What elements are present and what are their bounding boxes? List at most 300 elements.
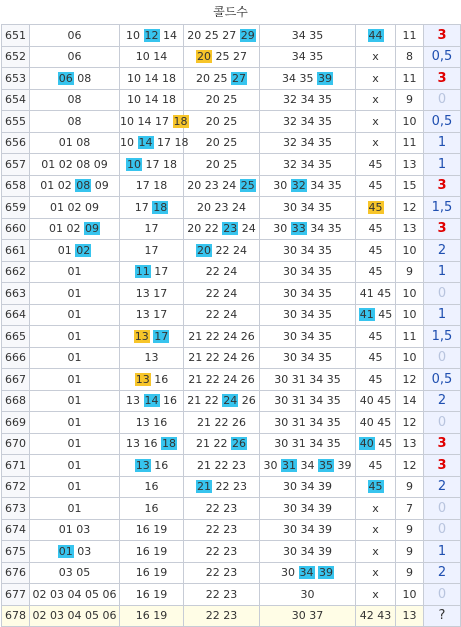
count-cell: 9 xyxy=(396,562,424,584)
number: 27 xyxy=(233,50,247,64)
number-group-5 xyxy=(356,304,396,326)
number-group-3 xyxy=(184,369,260,391)
number-group-5 xyxy=(356,498,396,520)
result-cell: 3 xyxy=(424,218,461,240)
number: 34 xyxy=(300,114,315,128)
number: 27 xyxy=(222,28,237,42)
number-group-3 xyxy=(184,605,260,627)
table-row xyxy=(2,197,461,219)
number: 35 xyxy=(318,329,332,343)
table-row xyxy=(2,562,461,584)
number: 30 xyxy=(274,437,289,451)
number: 30 xyxy=(291,609,306,623)
number: 04 xyxy=(67,609,82,623)
number: 26 xyxy=(240,329,255,343)
number-group-3 xyxy=(184,390,260,412)
number: 05 xyxy=(76,566,91,580)
number: 31 xyxy=(291,415,306,429)
round-number: 662 xyxy=(2,261,30,283)
round-number: 677 xyxy=(2,584,30,606)
number-group-2 xyxy=(120,132,189,154)
table-row xyxy=(2,605,461,627)
number-group-3 xyxy=(184,283,260,305)
number-group-1 xyxy=(30,562,120,584)
number: 26 xyxy=(241,394,256,408)
number: 39 xyxy=(337,458,352,472)
table-row xyxy=(2,541,461,563)
result-cell: 0 xyxy=(424,347,461,369)
number: 45 xyxy=(368,372,383,386)
number: 23 xyxy=(223,501,238,515)
number: 23 xyxy=(223,609,238,623)
round-number: 669 xyxy=(2,412,30,434)
number-group-3 xyxy=(184,240,260,262)
number-group-5 xyxy=(356,283,396,305)
number-group-5 xyxy=(356,25,396,47)
number-group-3 xyxy=(184,584,260,606)
number: 37 xyxy=(309,609,324,623)
number: 06 xyxy=(102,609,117,623)
number: 08 xyxy=(76,157,91,171)
number-group-3 xyxy=(184,347,260,369)
number-group-2 xyxy=(120,25,184,47)
number: 23 xyxy=(204,179,219,193)
number-group-1 xyxy=(30,154,120,176)
number: 34 xyxy=(309,415,324,429)
number: 10 xyxy=(126,28,140,42)
number-group-4 xyxy=(260,433,356,455)
count-cell: 10 xyxy=(396,347,424,369)
number: 17 xyxy=(135,179,150,193)
result-cell: 1 xyxy=(424,304,461,326)
highlighted-number: 35 xyxy=(319,458,333,472)
round-number: 659 xyxy=(2,197,30,219)
number-group-2 xyxy=(120,390,184,412)
number: 35 xyxy=(318,157,332,171)
round-number: 654 xyxy=(2,89,30,111)
count-cell: 15 xyxy=(396,175,424,197)
number: 35 xyxy=(326,415,341,429)
number-group-3 xyxy=(184,111,260,133)
round-number: 667 xyxy=(2,369,30,391)
number: 02 xyxy=(57,179,72,193)
number-group-4 xyxy=(260,218,356,240)
number-group-1 xyxy=(30,132,120,154)
number: 35 xyxy=(318,308,332,322)
number-group-3 xyxy=(184,154,260,176)
number-group-5 xyxy=(356,197,396,219)
number: 22 xyxy=(205,501,220,515)
number-group-4 xyxy=(260,89,356,111)
table-row xyxy=(2,304,461,326)
highlighted-number: 09 xyxy=(85,222,99,236)
number: 16 xyxy=(135,609,150,623)
number: 13 xyxy=(144,351,159,365)
number: 19 xyxy=(153,587,168,601)
number-group-5 xyxy=(356,111,396,133)
number: 22 xyxy=(205,351,220,365)
number: 01 xyxy=(67,437,82,451)
number: 30 xyxy=(283,265,297,279)
result-cell: 2 xyxy=(424,390,461,412)
number: 06 xyxy=(67,50,82,64)
number-group-1 xyxy=(30,89,120,111)
table-row xyxy=(2,390,461,412)
number-group-3 xyxy=(184,132,260,154)
number: 22 xyxy=(215,243,230,257)
number: 24 xyxy=(223,351,238,365)
number: 45 xyxy=(377,394,392,408)
number-group-2 xyxy=(120,498,184,520)
number-group-5 xyxy=(356,562,396,584)
number: 21 xyxy=(188,351,203,365)
result-cell: 0 xyxy=(424,412,461,434)
number: 10 xyxy=(127,93,141,107)
number-group-3 xyxy=(184,46,260,68)
number: 10 xyxy=(120,136,134,150)
number-group-3 xyxy=(184,455,260,477)
number: x xyxy=(372,93,379,107)
count-cell: 13 xyxy=(396,218,424,240)
number-group-4 xyxy=(260,154,356,176)
number: 13 xyxy=(135,308,150,322)
number: x xyxy=(372,136,379,150)
number-group-4 xyxy=(260,68,356,90)
table-row xyxy=(2,68,461,90)
number: 22 xyxy=(205,372,220,386)
count-cell: 12 xyxy=(396,455,424,477)
number-group-4 xyxy=(260,562,356,584)
highlighted-number: 21 xyxy=(197,480,211,494)
number: 02 xyxy=(32,587,47,601)
count-cell: 11 xyxy=(396,68,424,90)
round-number: 668 xyxy=(2,390,30,412)
number: 16 xyxy=(154,372,169,386)
number: 25 xyxy=(223,114,238,128)
number-group-2 xyxy=(120,519,184,541)
number: 34 xyxy=(300,523,315,537)
number: 39 xyxy=(318,501,332,515)
number: 01 xyxy=(67,265,82,279)
number-group-2 xyxy=(120,455,184,477)
result-cell: 1,5 xyxy=(424,197,461,219)
count-cell: 9 xyxy=(396,476,424,498)
number: 34 xyxy=(300,480,315,494)
result-cell: 1 xyxy=(424,132,461,154)
number: 01 xyxy=(49,222,63,236)
number: 30 xyxy=(274,415,289,429)
number: 24 xyxy=(223,286,238,300)
number: 34 xyxy=(300,544,315,558)
count-cell: 10 xyxy=(396,283,424,305)
number: 32 xyxy=(283,93,297,107)
number-group-2 xyxy=(120,154,184,176)
number-group-4 xyxy=(260,175,356,197)
number: 45 xyxy=(368,458,383,472)
number: 16 xyxy=(135,544,150,558)
number: x xyxy=(372,501,379,515)
count-cell: 12 xyxy=(396,412,424,434)
table-row xyxy=(2,218,461,240)
number: 30 xyxy=(283,544,297,558)
number-group-3 xyxy=(184,476,260,498)
count-cell: 12 xyxy=(396,369,424,391)
highlighted-number: 40 xyxy=(359,437,374,451)
number-group-5 xyxy=(356,46,396,68)
number-group-1 xyxy=(30,240,120,262)
number-group-1 xyxy=(30,498,120,520)
number-group-1 xyxy=(30,541,120,563)
highlighted-number: 13 xyxy=(134,329,149,343)
number-group-5 xyxy=(356,218,396,240)
number-group-2 xyxy=(120,347,184,369)
number: 34 xyxy=(309,437,324,451)
number-group-5 xyxy=(356,347,396,369)
number: 13 xyxy=(135,286,150,300)
number: 13 xyxy=(126,394,140,408)
count-cell: 11 xyxy=(396,132,424,154)
highlighted-number: 18 xyxy=(162,437,176,451)
number-group-1 xyxy=(30,46,120,68)
highlighted-number: 39 xyxy=(319,566,333,580)
number: 25 xyxy=(223,157,238,171)
number: 06 xyxy=(102,587,117,601)
number-group-5 xyxy=(356,412,396,434)
number: 35 xyxy=(318,265,332,279)
number: 41 xyxy=(359,286,374,300)
number-group-4 xyxy=(260,412,356,434)
count-cell: 8 xyxy=(396,46,424,68)
result-cell: 1 xyxy=(424,154,461,176)
count-cell: 13 xyxy=(396,605,424,627)
number: 16 xyxy=(153,415,168,429)
number-group-5 xyxy=(356,261,396,283)
number-group-2 xyxy=(120,175,184,197)
number: 35 xyxy=(318,286,332,300)
number-group-1 xyxy=(30,283,120,305)
number: x xyxy=(372,587,379,601)
number: 01 xyxy=(50,200,64,214)
round-number: 657 xyxy=(2,154,30,176)
number: 01 xyxy=(57,243,72,257)
count-cell: 14 xyxy=(396,390,424,412)
number: 03 xyxy=(76,523,91,537)
number: 45 xyxy=(368,351,383,365)
number: 13 xyxy=(126,437,140,451)
number: 23 xyxy=(223,523,238,537)
number: 30 xyxy=(283,501,297,515)
number: 24 xyxy=(233,243,247,257)
number-group-4 xyxy=(260,584,356,606)
number: 30 xyxy=(283,480,297,494)
number-group-5 xyxy=(356,132,396,154)
number: 22 xyxy=(205,544,220,558)
highlighted-number: 20 xyxy=(197,50,211,64)
number: 45 xyxy=(378,437,393,451)
number: 10 xyxy=(120,114,134,128)
round-number: 670 xyxy=(2,433,30,455)
number: 34 xyxy=(300,308,315,322)
count-cell: 12 xyxy=(396,197,424,219)
number: 30 xyxy=(283,286,297,300)
number: 25 xyxy=(213,71,228,85)
count-cell: 10 xyxy=(396,111,424,133)
number-group-1 xyxy=(30,25,120,47)
number: 45 xyxy=(377,415,392,429)
number-group-2 xyxy=(120,412,184,434)
table-row xyxy=(2,261,461,283)
result-cell: 2 xyxy=(424,562,461,584)
number: 14 xyxy=(153,50,168,64)
number-group-5 xyxy=(356,89,396,111)
number: 45 xyxy=(368,265,383,279)
highlighted-number: 11 xyxy=(135,265,150,279)
number: 45 xyxy=(368,157,383,171)
number: 08 xyxy=(67,93,82,107)
round-number: 674 xyxy=(2,519,30,541)
number-group-4 xyxy=(260,369,356,391)
number: 08 xyxy=(77,71,92,85)
number: 20 xyxy=(205,157,220,171)
number: 18 xyxy=(162,71,176,85)
number: 01 xyxy=(67,372,82,386)
number: 34 xyxy=(310,222,325,236)
number-group-5 xyxy=(356,154,396,176)
number: 17 xyxy=(153,286,168,300)
number-group-4 xyxy=(260,197,356,219)
table-row xyxy=(2,498,461,520)
number: 35 xyxy=(318,351,332,365)
number: 45 xyxy=(368,329,383,343)
number-group-2 xyxy=(120,68,184,90)
number-group-4 xyxy=(260,455,356,477)
highlighted-number: 18 xyxy=(153,200,168,214)
number: 10 xyxy=(127,71,141,85)
number: 01 xyxy=(67,394,82,408)
number: 35 xyxy=(318,114,332,128)
number: 45 xyxy=(368,179,383,193)
number: 22 xyxy=(205,265,220,279)
table-row xyxy=(2,369,461,391)
number: x xyxy=(372,71,379,85)
number: 01 xyxy=(67,329,82,343)
number: 34 xyxy=(300,329,315,343)
round-number: 661 xyxy=(2,240,30,262)
number: 20 xyxy=(205,93,220,107)
number: 34 xyxy=(300,286,315,300)
round-number: 660 xyxy=(2,218,30,240)
number-group-2 xyxy=(120,304,184,326)
number: 39 xyxy=(318,523,332,537)
number: 25 xyxy=(215,50,230,64)
number: 45 xyxy=(368,222,383,236)
count-cell: 13 xyxy=(396,154,424,176)
count-cell: 11 xyxy=(396,326,424,348)
number: 16 xyxy=(135,587,150,601)
highlighted-number: 13 xyxy=(135,458,150,472)
number: 31 xyxy=(291,372,306,386)
result-cell: 3 xyxy=(424,455,461,477)
number: 30 xyxy=(273,179,288,193)
number-group-1 xyxy=(30,433,120,455)
number: 30 xyxy=(283,200,297,214)
number: 20 xyxy=(205,114,220,128)
number: 23 xyxy=(232,458,246,472)
number: 26 xyxy=(240,372,255,386)
number-group-1 xyxy=(30,347,120,369)
number-group-2 xyxy=(120,197,184,219)
page-title: 콜드수 xyxy=(213,5,248,19)
number-group-1 xyxy=(30,304,120,326)
number: 34 xyxy=(291,28,306,42)
number: x xyxy=(372,50,379,64)
table-row xyxy=(2,584,461,606)
number: 32 xyxy=(283,157,297,171)
number-group-4 xyxy=(260,304,356,326)
cold-number-table xyxy=(1,24,461,627)
number: 23 xyxy=(223,587,238,601)
number: 17 xyxy=(145,157,160,171)
number: 35 xyxy=(299,71,314,85)
number: 21 xyxy=(188,372,203,386)
number-group-5 xyxy=(356,175,396,197)
result-cell: 3 xyxy=(424,68,461,90)
number: 02 xyxy=(66,222,81,236)
number: 20 xyxy=(187,179,202,193)
number-group-1 xyxy=(30,197,120,219)
number: 22 xyxy=(205,308,220,322)
highlighted-number: 26 xyxy=(232,437,246,451)
count-cell: 7 xyxy=(396,498,424,520)
highlighted-number: 45 xyxy=(368,480,383,494)
number: 39 xyxy=(318,544,332,558)
round-number: 658 xyxy=(2,175,30,197)
number: 35 xyxy=(326,437,341,451)
number-group-2 xyxy=(120,605,184,627)
number: 24 xyxy=(223,329,238,343)
result-cell: 0,5 xyxy=(424,111,461,133)
result-cell: 0 xyxy=(424,89,461,111)
number: 03 xyxy=(50,609,64,623)
number: x xyxy=(372,114,379,128)
number-group-2 xyxy=(120,584,184,606)
number: 01 xyxy=(67,351,82,365)
number: 23 xyxy=(214,200,229,214)
number: 22 xyxy=(205,566,220,580)
highlighted-number: 44 xyxy=(368,28,383,42)
number: 35 xyxy=(309,28,324,42)
number-group-2 xyxy=(120,433,184,455)
result-cell: 0,5 xyxy=(424,369,461,391)
number: 05 xyxy=(85,609,99,623)
number: 30 xyxy=(283,308,297,322)
number-group-2 xyxy=(120,541,184,563)
highlighted-number: 17 xyxy=(154,329,169,343)
count-cell: 10 xyxy=(396,584,424,606)
number: 34 xyxy=(300,93,315,107)
number: 34 xyxy=(300,501,315,515)
number-group-2 xyxy=(120,369,184,391)
table-row xyxy=(2,283,461,305)
table-row xyxy=(2,326,461,348)
number-group-1 xyxy=(30,584,120,606)
count-cell: 9 xyxy=(396,541,424,563)
highlighted-number: 34 xyxy=(299,566,314,580)
number-group-3 xyxy=(184,68,260,90)
count-cell: 9 xyxy=(396,519,424,541)
highlighted-number: 14 xyxy=(138,136,153,150)
number-group-1 xyxy=(30,68,120,90)
